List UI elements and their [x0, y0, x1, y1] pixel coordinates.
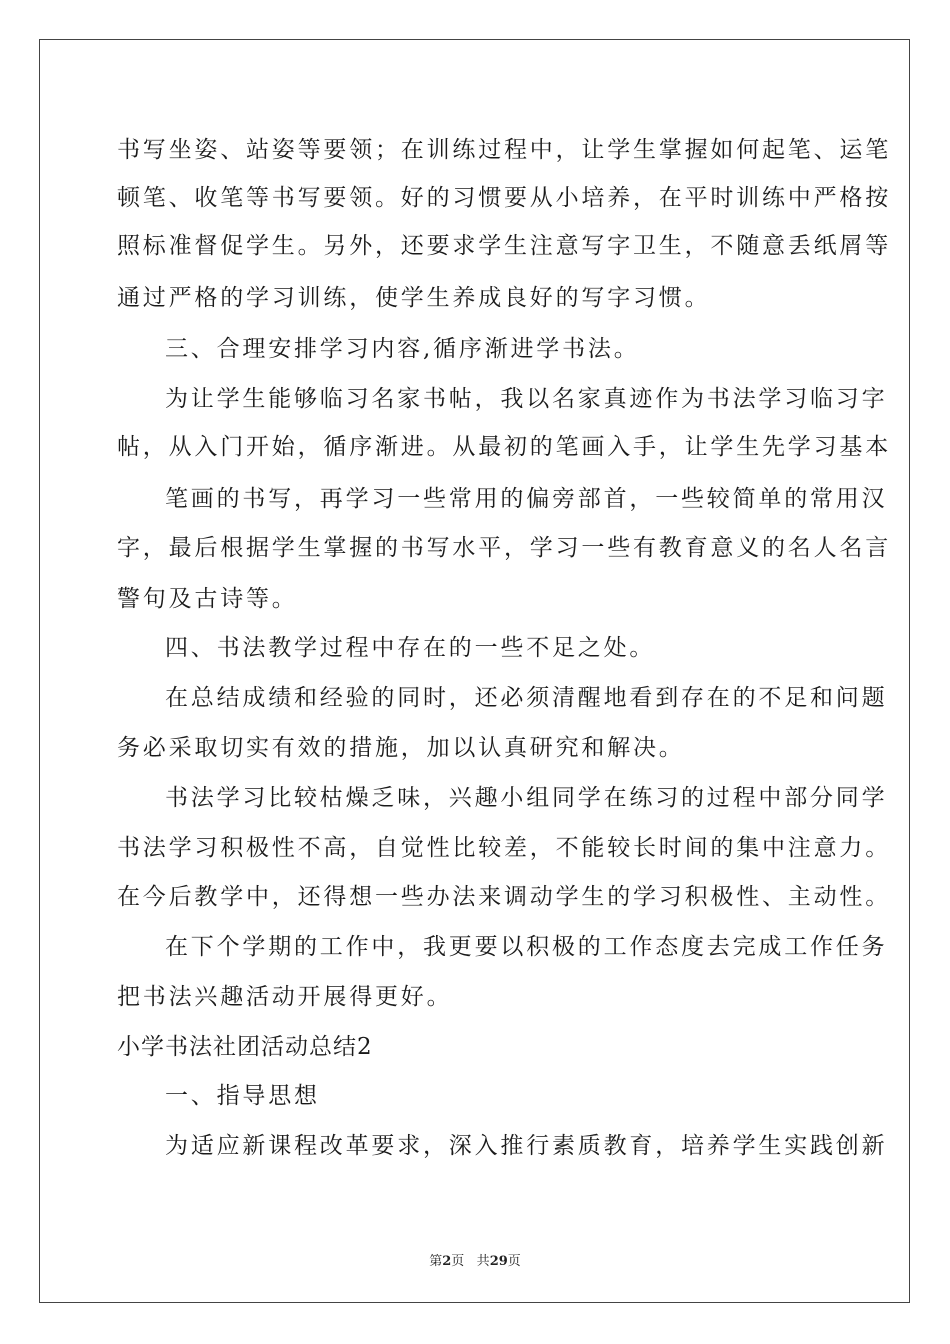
total-pages: 29 — [489, 1254, 508, 1269]
text-line-8: 笔画的书写，再学习一些常用的偏旁部首，一些较简单的常用汉 — [165, 486, 888, 512]
text-line-4: 通过严格的学习训练，使学生养成良好的写字习惯。 — [117, 285, 711, 311]
section-heading-3: 三、合理安排学习内容,循序渐进学书法。 — [165, 336, 640, 362]
text-line-12: 在总结成绩和经验的同时，还必须清醒地看到存在的不足和问题 — [165, 685, 888, 711]
text-line-1: 书写坐姿、站姿等要领；在训练过程中，让学生掌握如何起笔、运笔 — [117, 137, 891, 163]
text-line-18: 把书法兴趣活动开展得更好。 — [117, 984, 453, 1010]
text-line-17: 在下个学期的工作中，我更要以积极的工作态度去完成工作任务 — [165, 934, 888, 960]
section-heading-1: 一、指导思想 — [165, 1083, 320, 1109]
text-line-14: 书法学习比较枯燥乏味，兴趣小组同学在练习的过程中部分同学 — [165, 785, 888, 811]
text-line-9: 字，最后根据学生掌握的书写水平，学习一些有教育意义的名人名言 — [117, 535, 891, 561]
document-section-title: 小学书法社团活动总结2 — [117, 1034, 373, 1060]
text-line-3: 照标准督促学生。另外，还要求学生注意写字卫生，不随意丢纸屑等 — [117, 233, 891, 259]
text-line-16: 在今后教学中，还得想一些办法来调动学生的学习积极性、主动性。 — [117, 884, 891, 910]
page-suffix: 页 — [451, 1254, 465, 1269]
total-prefix: 共 — [476, 1254, 490, 1269]
page-footer — [0, 1250, 950, 1269]
section-heading-4: 四、书法教学过程中存在的一些不足之处。 — [165, 635, 656, 661]
page-prefix: 第 — [429, 1254, 443, 1269]
total-suffix: 页 — [507, 1254, 521, 1269]
page-number: 2 — [442, 1254, 452, 1269]
text-line-7: 帖，从入门开始，循序渐进。从最初的笔画入手，让学生先学习基本 — [117, 434, 891, 460]
text-line-15: 书法学习积极性不高，自觉性比较差，不能较长时间的集中注意力。 — [117, 835, 891, 861]
text-line-6: 为让学生能够临习名家书帖，我以名家真迹作为书法学习临习字 — [165, 386, 888, 412]
text-line-10: 警句及古诗等。 — [117, 586, 298, 612]
text-line-13: 务必采取切实有效的措施，加以认真研究和解决。 — [117, 735, 685, 761]
text-line-21: 为适应新课程改革要求，深入推行素质教育，培养学生实践创新 — [165, 1133, 888, 1159]
text-line-2: 顿笔、收笔等书写要领。好的习惯要从小培养，在平时训练中严格按 — [117, 185, 891, 211]
